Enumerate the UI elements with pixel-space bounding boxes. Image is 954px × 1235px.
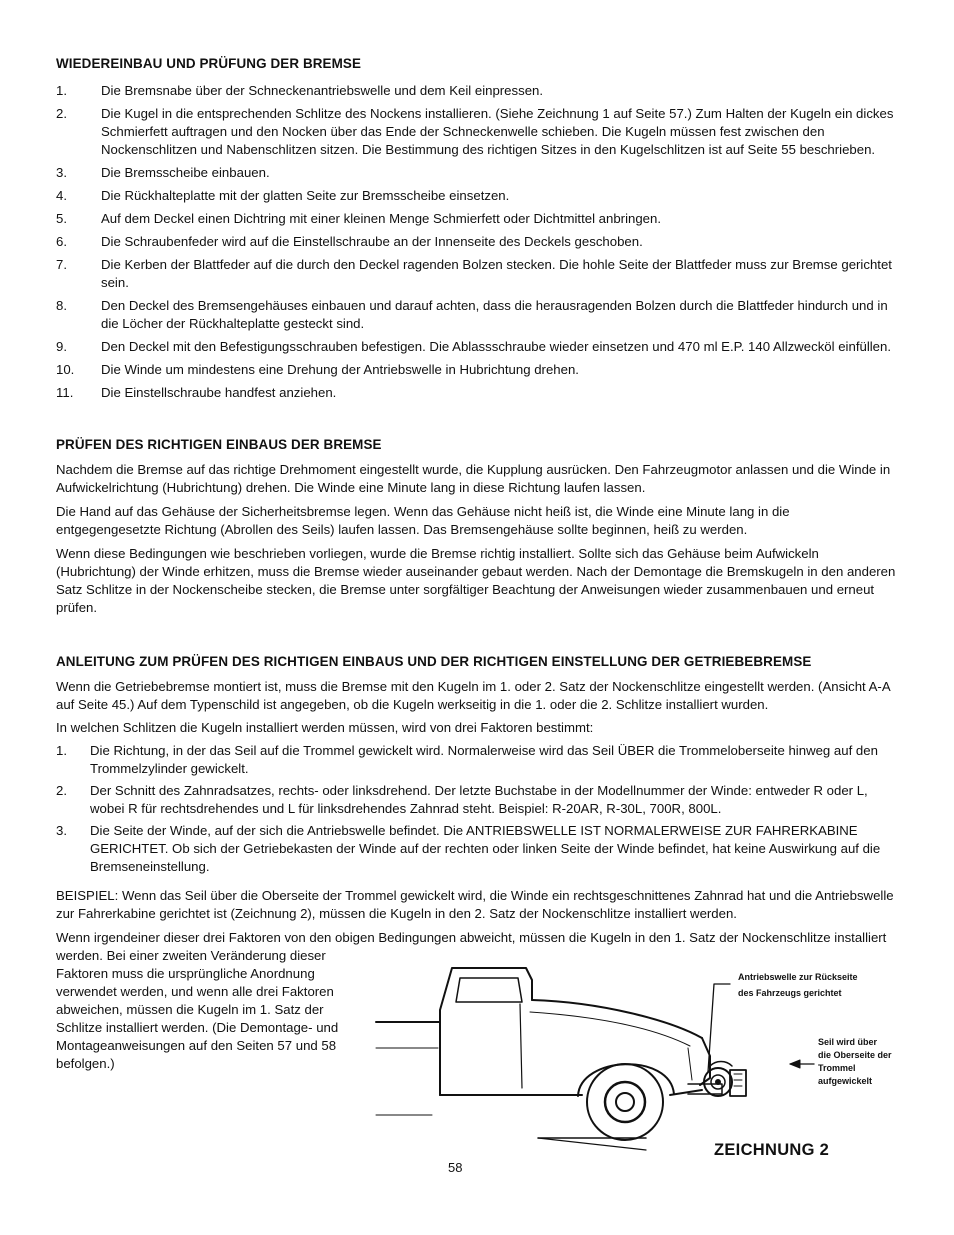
callout-leader-drive-shaft: [708, 984, 730, 1072]
section-heading-reassembly: WIEDEREINBAU UND PRÜFUNG DER BREMSE: [56, 55, 362, 71]
list-item: [56, 233, 898, 251]
list-item-text: Die Winde um mindestens eine Drehung der Antriebswelle in Hubrichtung drehen.: [101, 362, 579, 377]
front-wheel: [587, 1064, 663, 1140]
brake-check-paragraph-2: Die Hand auf das Gehäuse der Sicherheitsbremse legen. Wenn das Gehäuse nicht heiß ist, die Winde eine Minute lang in die entgegengesetzte Richtung (Abrollen des Seils) laufen lassen. Das Bremsengehäuse sollte beginnen, heiß zu werden.: [56, 504, 790, 537]
list-item: [56, 210, 898, 228]
cab-window: [456, 978, 522, 1002]
list-item: [56, 361, 898, 379]
closing-line-1: Wenn irgendeiner dieser drei Faktoren von den obigen Bedingungen abweicht, müssen die Kugeln in den 1. Satz der Nockenschlitze installiert: [56, 930, 887, 945]
list-item: [56, 742, 898, 778]
gear-brake-intro-1: Wenn die Getriebebremse montiert ist, muss die Bremse mit den Kugeln im 1. oder 2. Satz der Nockenschlitze eingestellt werden. (Ansicht A-A auf Seite 45.) Auf dem Typenschild ist angegeben, ob die Kugeln werkseitig in die 1. oder die 2. Schlitze installiert wurden.: [56, 679, 890, 712]
list-item-number: 5.: [56, 211, 67, 226]
list-item: [56, 338, 898, 356]
list-item-number: 3.: [56, 165, 67, 180]
reassembly-steps-list: [56, 82, 898, 407]
truck-cab-outline: [440, 968, 532, 1095]
closing-line-2: werden. Bei einer zweiten Veränderung dieser: [56, 948, 326, 963]
factors-list: [56, 742, 898, 880]
list-item-text: Die Schraubenfeder wird auf die Einstellschraube an der Innenseite des Deckels geschoben.: [101, 234, 643, 249]
callout-cable-line-1: Seil wird über: [818, 1037, 878, 1047]
list-item: [56, 782, 898, 818]
list-item-text: Die Seite der Winde, auf der sich die Antriebswelle befindet. Die ANTRIEBSWELLE IST NORMALERWEISE ZUR FAHRERKABINE GERICHTET. Ob sich der Getriebekasten der Winde auf der rechten oder linken Seite der Winde befindet, hat keine Auswirkung auf die Bremseneinstellung.: [90, 823, 881, 874]
list-item-number: 4.: [56, 188, 67, 203]
list-item-text: Die Kerben der Blattfeder auf die durch den Deckel ragenden Bolzen stecken. Die hohle Seite der Blattfeder muss zur Bremse gerichtet sein.: [101, 257, 892, 290]
page-number: 58: [448, 1160, 463, 1175]
list-item-number: 2.: [56, 106, 67, 121]
section-heading-brake-check: PRÜFEN DES RICHTIGEN EINBAUS DER BREMSE: [56, 436, 382, 452]
brake-check-paragraph-1: Nachdem die Bremse auf das richtige Drehmoment eingestellt wurde, die Kupplung ausrücken. Den Fahrzeugmotor anlassen und die Winde in Aufwickelrichtung (Hubrichtung) drehen. Die Winde eine Minute lang in diese Richtung laufen lassen.: [56, 462, 891, 495]
list-item: [56, 105, 898, 159]
list-item-number: 1.: [56, 83, 67, 98]
callout-drive-shaft-line-2: des Fahrzeugs gerichtet: [738, 988, 842, 998]
list-item-text: Den Deckel mit den Befestigungsschrauben befestigen. Die Ablassschraube wieder einsetzen und 470 ml E.P. 140 Allzwecköl einfüllen.: [101, 339, 892, 354]
list-item-number: 6.: [56, 234, 67, 249]
list-item: [56, 822, 898, 876]
callout-cable-line-2: die Oberseite der: [818, 1050, 892, 1060]
list-item-text: Der Schnitt des Zahnradsatzes, rechts- oder linksdrehend. Der letzte Buchstabe in der Modellnummer der Winde: entweder R oder L, wobei R für rechtsdrehendes und L für linksdrehendes Zahnrad steht. Beispiel: R-20AR, R-30L, 700R, 800L.: [90, 783, 868, 816]
truck-bed-outline: [376, 1022, 440, 1095]
closing-rest: Faktoren muss die ursprüngliche Anordnung verwendet werden, und wenn alle drei Faktoren abweichen, müssen die Kugeln im 1. Satz der Schlitze installiert werden. (Die Demontage- und Montageanweisungen auf den Seiten 57 und 58 befolgen.): [56, 966, 339, 1071]
list-item: [56, 384, 898, 402]
list-item-number: 3.: [56, 823, 67, 838]
truck-winch-illustration: [370, 960, 910, 1165]
list-item: [56, 164, 898, 182]
list-item-text: Die Bremsscheibe einbauen.: [101, 165, 270, 180]
list-item-number: 11.: [56, 385, 74, 400]
example-paragraph: BEISPIEL: Wenn das Seil über die Oberseite der Trommel gewickelt wird, die Winde ein rechtsgeschnittenes Zahnrad hat und die Antriebswelle zur Fahrerkabine gerichtet ist (Zeichnung 2), müssen die Kugeln in den 2. Satz der Nockenschlitze installiert werden.: [56, 888, 894, 921]
list-item: [56, 256, 898, 292]
brake-check-paragraph-3: Wenn diese Bedingungen wie beschrieben vorliegen, wurde die Bremse richtig installiert. Sollte sich das Gehäuse beim Aufwickeln (Hubrichtung) der Winde erhitzen, muss die Bremse wieder auseinander gebaut werden. Nach der Demontage die Bremskugeln in den anderen Satz Schlitze in der Nockenscheibe stecken, die Bremse unter sorgfältiger Beachtung der Anweisungen wieder zusammenbauen und erneut prüfen.: [56, 546, 896, 615]
figure-title: ZEICHNUNG 2: [714, 1141, 830, 1159]
section-heading-gear-brake: ANLEITUNG ZUM PRÜFEN DES RICHTIGEN EINBAUS UND DER RICHTIGEN EINSTELLUNG DER GETRIEBEBREMSE: [56, 653, 812, 669]
list-item-number: 2.: [56, 783, 67, 798]
list-item-text: Die Kugel in die entsprechenden Schlitze des Nockens installieren. (Siehe Zeichnung 1 auf Seite 57.) Zum Halten der Kugeln ein dickes Schmierfett auftragen und den Nocken über das Ende der Schneckenwelle schieben. Die Kugeln müssen fest zwischen den Nockenschlitzen und Nabenschlitzen sitzen. Die Bestimmung des richtigen Sitzes in den Kugelschlitzen ist auf Seite 55 beschrieben.: [101, 106, 894, 157]
list-item: [56, 82, 898, 100]
callout-cable-line-4: aufgewickelt: [818, 1076, 873, 1086]
list-item-number: 9.: [56, 339, 67, 354]
callout-drive-shaft-line-1: Antriebswelle zur Rückseite: [738, 972, 858, 982]
list-item-text: Auf dem Deckel einen Dichtring mit einer kleinen Menge Schmierfett oder Dichtmittel anbringen.: [101, 211, 662, 226]
list-item: [56, 297, 898, 333]
list-item-number: 10.: [56, 362, 75, 377]
list-item-text: Die Einstellschraube handfest anziehen.: [101, 385, 337, 400]
list-item: [56, 187, 898, 205]
list-item-number: 1.: [56, 743, 67, 758]
callout-cable-line-3: Trommel: [818, 1063, 856, 1073]
list-item-text: Die Richtung, in der das Seil auf die Trommel gewickelt wird. Normalerweise wird das Seil ÜBER die Trommeloberseite hinweg auf den Trommelzylinder gewickelt.: [90, 743, 878, 776]
list-item-number: 7.: [56, 257, 67, 272]
list-item-text: Die Bremsnabe über der Schneckenantriebswelle und dem Keil einpressen.: [101, 83, 544, 98]
list-item-text: Den Deckel des Bremsengehäuses einbauen und darauf achten, dass die herausragenden Bolzen durch die Blattfeder hindurch und in die Löcher der Rückhalteplatte gesteckt sind.: [101, 298, 888, 331]
truck-hood-outline: [532, 1000, 702, 1038]
list-item-number: 8.: [56, 298, 67, 313]
gear-brake-intro-2: In welchen Schlitzen die Kugeln installiert werden müssen, wird von drei Faktoren bestimmt:: [56, 720, 594, 735]
list-item-text: Die Rückhalteplatte mit der glatten Seite zur Bremsscheibe einsetzen.: [101, 188, 510, 203]
